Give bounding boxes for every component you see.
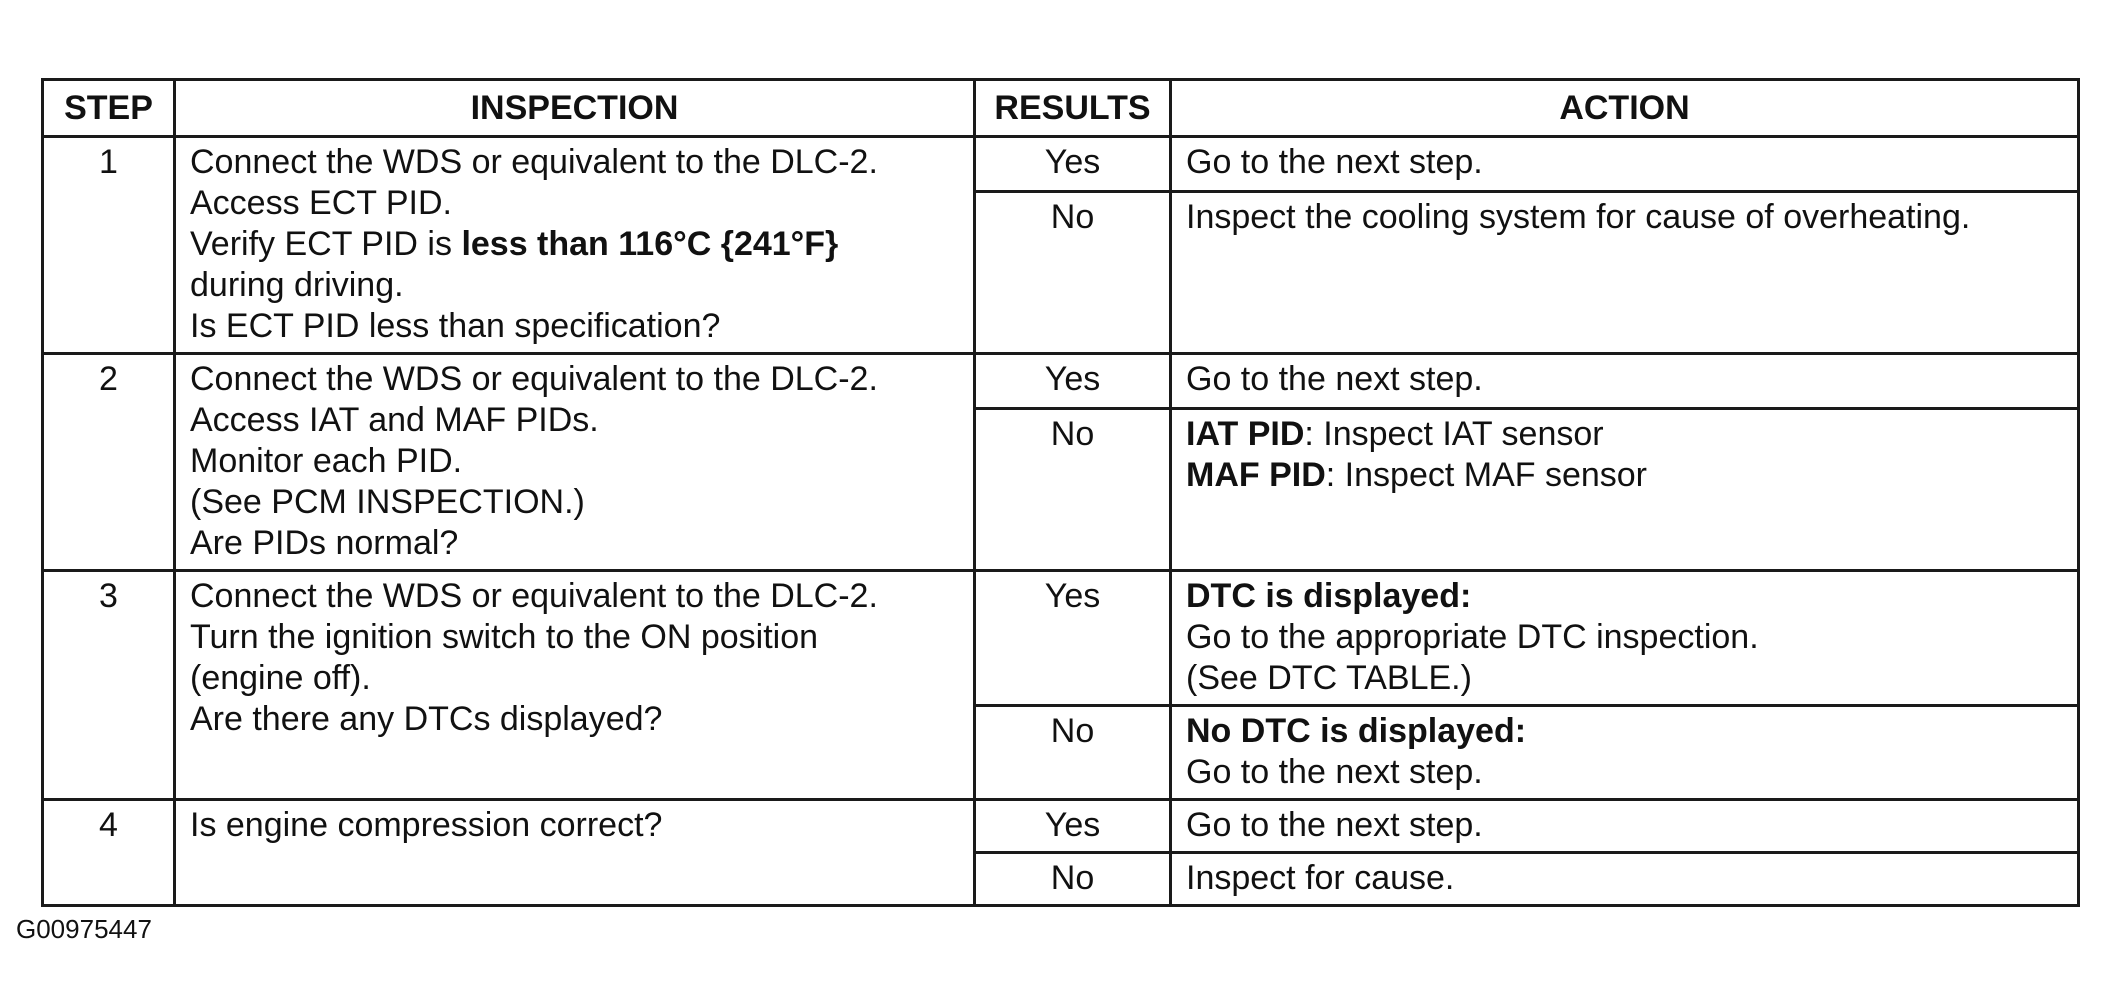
step-1-action-yes-text: Go to the next step. xyxy=(1186,143,1483,181)
step-1-inspection-line: during driving. xyxy=(190,266,404,304)
step-4-action-no-text: Inspect for cause. xyxy=(1186,859,1455,897)
step-1-result-yes: Yes xyxy=(975,137,1171,192)
step-1-action-no-text: Inspect the cooling system for cause of overheating. xyxy=(1186,197,1971,236)
step-3-number: 3 xyxy=(43,571,175,800)
step-1-inspection xyxy=(175,137,975,354)
step-2-inspection-line: (See PCM INSPECTION.) xyxy=(190,483,585,521)
step-3-action-yes xyxy=(1171,571,2079,706)
step-4-number: 4 xyxy=(43,800,175,906)
step-2-number: 2 xyxy=(43,354,175,571)
step-1-result-no: No xyxy=(975,191,1171,354)
header-results: RESULTS xyxy=(975,80,1171,137)
no-dtc-displayed-heading: No DTC is displayed: xyxy=(1186,712,1527,750)
step-2-action-no-line xyxy=(1186,414,2063,455)
figure-id: G00975447 xyxy=(16,914,152,944)
header-step: STEP xyxy=(43,80,175,137)
step-2-action-no-line xyxy=(1186,455,2063,496)
step-2-action-yes xyxy=(1171,354,2079,409)
step-2-action-yes-text: Go to the next step. xyxy=(1186,360,1483,398)
step-4-inspection-line: Is engine compression correct? xyxy=(190,806,663,844)
step-2-action-no xyxy=(1171,408,2079,571)
step-3-inspection-line: Turn the ignition switch to the ON position xyxy=(190,618,819,656)
step-1-action-no xyxy=(1171,191,2079,354)
step-3-result-no: No xyxy=(975,706,1171,800)
step-3-inspection xyxy=(175,571,975,800)
header-row xyxy=(43,80,2079,137)
step-1-inspection-line: Is ECT PID less than specification? xyxy=(190,307,721,345)
step-4-action-yes-text: Go to the next step. xyxy=(1186,806,1483,844)
step-4-result-no: No xyxy=(975,853,1171,906)
step-2-inspection xyxy=(175,354,975,571)
step-1-spec-value: less than 116°C {241°F} xyxy=(461,225,839,263)
step-2-inspection-line: Access IAT and MAF PIDs. xyxy=(190,401,599,439)
step-4-action-yes xyxy=(1171,800,2079,853)
step-1-inspection-line: Access ECT PID. xyxy=(190,184,452,222)
step-1-inspection-line xyxy=(190,224,959,265)
iat-pid-label: IAT PID xyxy=(1186,414,1305,453)
step-4-row-yes xyxy=(43,800,2079,853)
step-2-result-yes: Yes xyxy=(975,354,1171,409)
maf-pid-label: MAF PID xyxy=(1186,455,1326,494)
step-3-inspection-line: Are there any DTCs displayed? xyxy=(190,700,663,738)
header-inspection: INSPECTION xyxy=(175,80,975,137)
step-4-action-no xyxy=(1171,853,2079,906)
step-3-inspection-line: (engine off). xyxy=(190,659,371,697)
step-1-inspection-line: Connect the WDS or equivalent to the DLC-2. xyxy=(190,143,878,181)
iat-pid-action: : Inspect IAT sensor xyxy=(1304,414,1604,453)
step-1-inspection-text: Verify ECT PID is xyxy=(190,225,462,263)
step-3-action-no-line: Go to the next step. xyxy=(1186,753,1483,791)
step-3-row-yes xyxy=(43,571,2079,706)
step-3-action-yes-line: Go to the appropriate DTC inspection. xyxy=(1186,618,1759,656)
diagnostic-table xyxy=(41,78,2080,907)
step-4-result-yes: Yes xyxy=(975,800,1171,853)
step-2-inspection-line: Are PIDs normal? xyxy=(190,524,459,562)
step-3-inspection-line: Connect the WDS or equivalent to the DLC-2. xyxy=(190,577,878,615)
step-2-row-yes xyxy=(43,354,2079,409)
step-2-inspection-line: Monitor each PID. xyxy=(190,442,463,480)
step-3-action-no xyxy=(1171,706,2079,800)
step-1-action-yes xyxy=(1171,137,2079,192)
step-2-result-no: No xyxy=(975,408,1171,571)
step-3-result-yes: Yes xyxy=(975,571,1171,706)
step-2-inspection-line: Connect the WDS or equivalent to the DLC-2. xyxy=(190,360,878,398)
step-1-row-yes xyxy=(43,137,2079,192)
dtc-displayed-heading: DTC is displayed: xyxy=(1186,577,1472,615)
maf-pid-action: : Inspect MAF sensor xyxy=(1325,455,1648,494)
step-4-inspection xyxy=(175,800,975,906)
step-1-number: 1 xyxy=(43,137,175,354)
header-action: ACTION xyxy=(1171,80,2079,137)
dtc-table-reference: (See DTC TABLE.) xyxy=(1186,659,1472,697)
